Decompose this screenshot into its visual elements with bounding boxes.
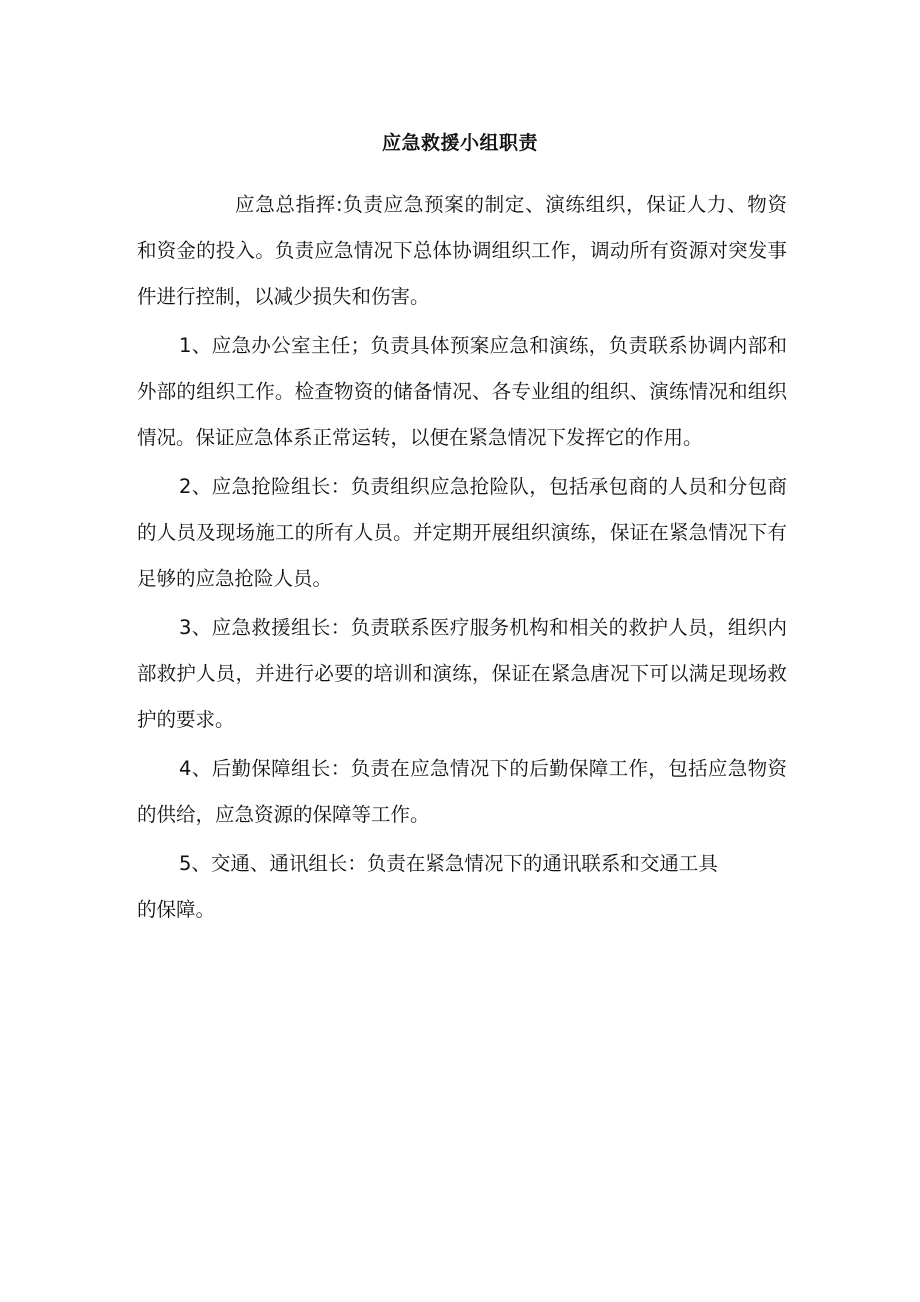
paragraph-medical-team-leader: 3、应急救援组长：负责联系医疗服务机构和相关的救护人员，组织内部救护人员，并进行必要的培训和演练，保证在紧急唐况下可以满足现场救护的要求。	[137, 616, 787, 731]
paragraph-office-director: 1、应急办公室主任；负责具体预案应急和演练，负责联系协调内部和外部的组织工作。检查物资的储备情况、各专业组的组织、演练情况和组织情况。保证应急体系正常运转，以便在紧急情况下发挥它的作用。	[137, 334, 787, 449]
paragraph-traffic-comm-leader	[137, 841, 787, 933]
document-body	[137, 182, 787, 933]
document-title: 应急救援小组职责	[381, 132, 538, 154]
paragraph-traffic-comm-line1: 5、交通、通讯组长：负责在紧急情况下的通讯联系和交通工具	[179, 852, 718, 875]
paragraph-traffic-comm-line2: 的保障。	[137, 898, 216, 921]
paragraph-logistics-team-leader: 4、后勤保障组长：负责在应急情况下的后勤保障工作，包括应急物资的供给，应急资源的保障等工作。	[137, 757, 787, 826]
paragraph-commander: 应急总指挥:负责应急预案的制定、演练组织，保证人力、物资和资金的投入。负责应急情况下总体协调组织工作，调动所有资源对突发事件进行控制，以减少损失和伤害。	[137, 193, 787, 308]
paragraph-rescue-team-leader: 2、应急抢险组长：负责组织应急抢险队，包括承包商的人员和分包商的人员及现场施工的所有人员。并定期开展组织演练，保证在紧急情况下有足够的应急抢险人员。	[137, 475, 787, 590]
